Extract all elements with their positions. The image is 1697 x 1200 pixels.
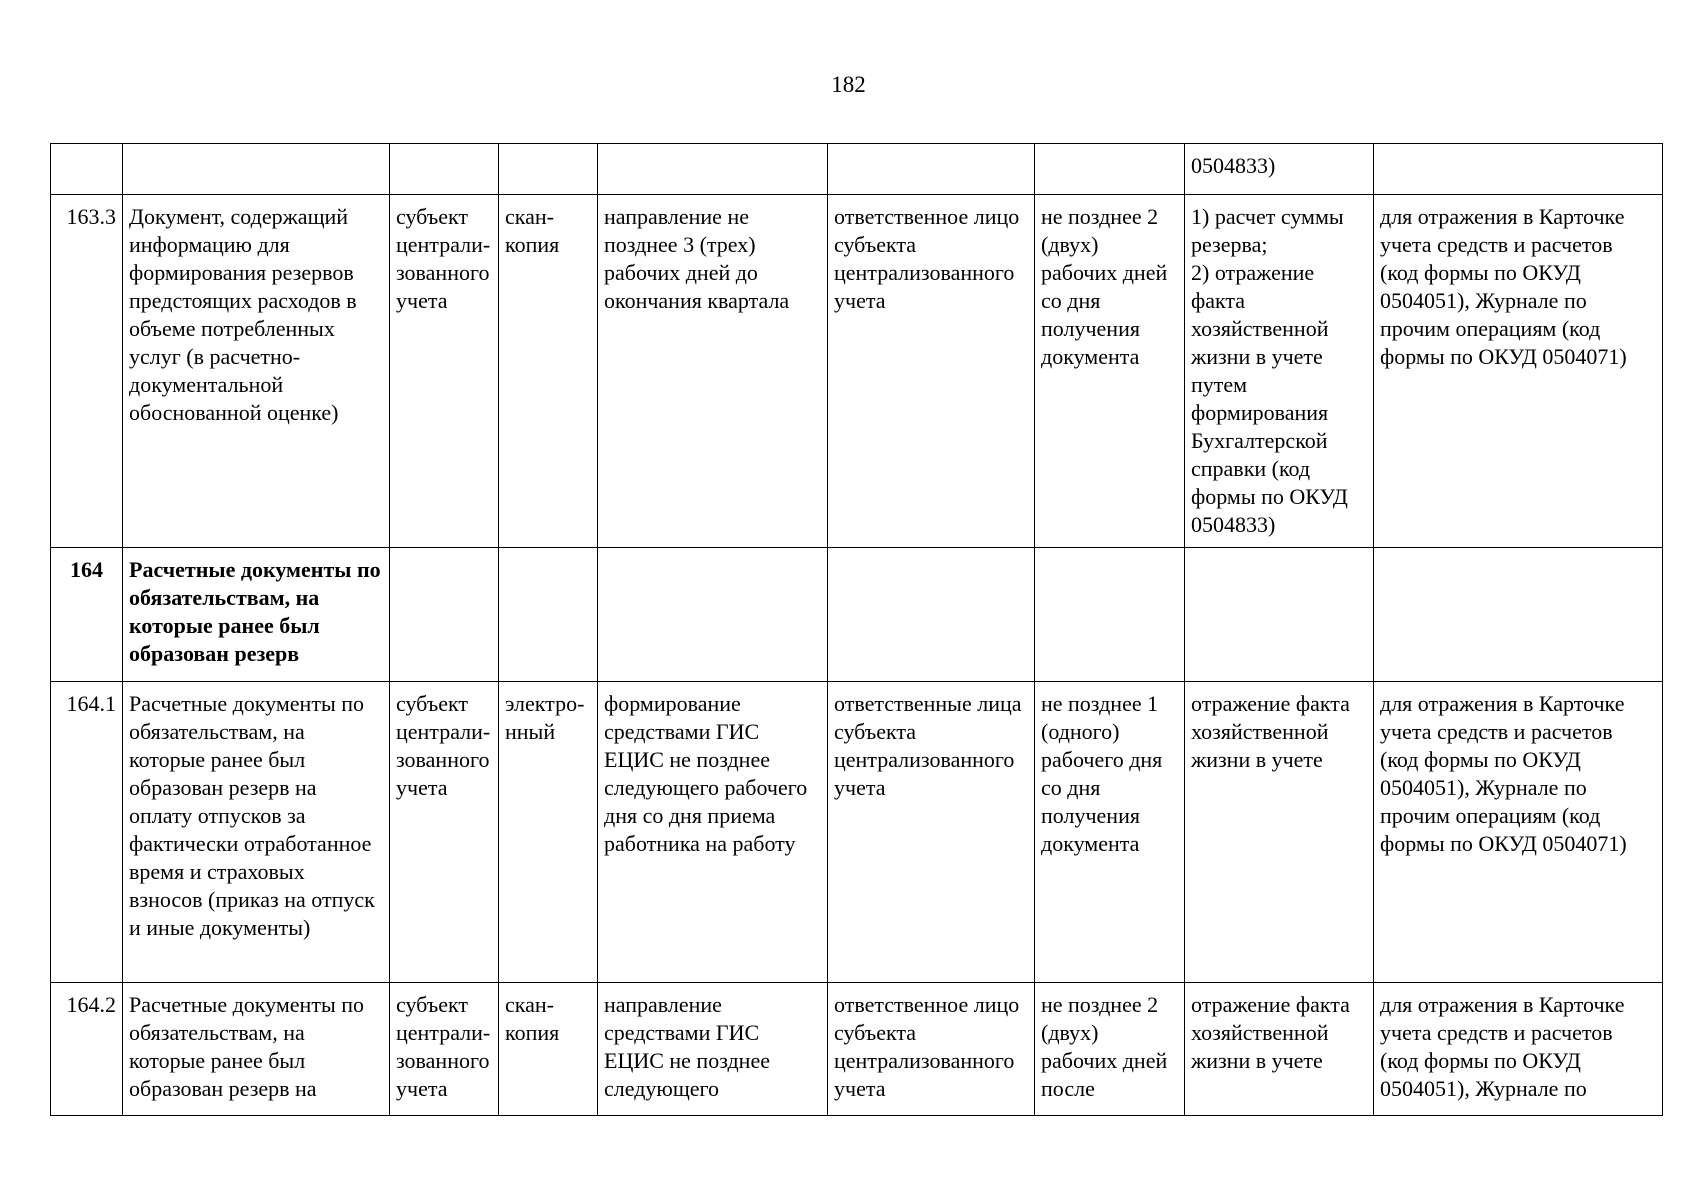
cell-format bbox=[499, 548, 598, 682]
cell-format: скан-копия bbox=[499, 983, 598, 1116]
table-row-164-1 bbox=[51, 682, 1663, 983]
cell-submission-term: направление средствами ГИС ЕЦИС не позднее следующего bbox=[598, 983, 828, 1116]
cell-action: 0504833) bbox=[1185, 144, 1374, 195]
cell-number: 164.1 bbox=[51, 682, 123, 983]
table-row-continuation bbox=[51, 144, 1663, 195]
page-number: 182 bbox=[831, 72, 866, 97]
cell-responsible bbox=[828, 144, 1035, 195]
cell-submission-term: направление не позднее 3 (трех) рабочих дней до окончания квартала bbox=[598, 195, 828, 548]
cell-creator bbox=[390, 144, 499, 195]
cell-format: электронный bbox=[499, 682, 598, 983]
cell-purpose bbox=[1374, 548, 1663, 682]
table-row-164-section bbox=[51, 548, 1663, 682]
cell-submission-term: формирование средствами ГИС ЕЦИС не позднее следующего рабочего дня со дня приема работника на работу bbox=[598, 682, 828, 983]
cell-number: 164 bbox=[51, 548, 123, 682]
cell-submission-term bbox=[598, 144, 828, 195]
cell-number: 164.2 bbox=[51, 983, 123, 1116]
cell-purpose: для отражения в Карточке учета средств и расчетов (код формы по ОКУД 0504051), Журнале по прочим операциям (код формы по ОКУД 0504071) bbox=[1374, 682, 1663, 983]
cell-document-name bbox=[123, 144, 390, 195]
table-row-163-3 bbox=[51, 195, 1663, 548]
cell-purpose: для отражения в Карточке учета средств и расчетов (код формы по ОКУД 0504051), Журнале по bbox=[1374, 983, 1663, 1116]
cell-responsible: ответственное лицо субъекта централизованного учета bbox=[828, 195, 1035, 548]
cell-format bbox=[499, 144, 598, 195]
cell-responsible: ответственные лица субъекта централизованного учета bbox=[828, 682, 1035, 983]
cell-purpose: для отражения в Карточке учета средств и расчетов (код формы по ОКУД 0504051), Журнале по прочим операциям (код формы по ОКУД 0504071) bbox=[1374, 195, 1663, 548]
cell-number: 163.3 bbox=[51, 195, 123, 548]
cell-purpose bbox=[1374, 144, 1663, 195]
cell-document-name: Расчетные документы по обязательствам, на которые ранее был образован резерв на bbox=[123, 983, 390, 1116]
cell-action bbox=[1185, 548, 1374, 682]
cell-processing-term bbox=[1035, 144, 1185, 195]
document-table bbox=[50, 143, 1663, 1116]
cell-document-name: Расчетные документы по обязательствам, на которые ранее был образован резерв на оплату отпусков за фактически отработанное время и страховых взносов (приказ на отпуск и иные документы) bbox=[123, 682, 390, 983]
cell-processing-term: не позднее 2 (двух) рабочих дней со дня получения документа bbox=[1035, 195, 1185, 548]
cell-submission-term bbox=[598, 548, 828, 682]
cell-responsible: ответственное лицо субъекта централизованного учета bbox=[828, 983, 1035, 1116]
cell-processing-term bbox=[1035, 548, 1185, 682]
cell-number bbox=[51, 144, 123, 195]
cell-action: 1) расчет суммы резерва; 2) отражение факта хозяйственной жизни в учете путем формирования Бухгалтерской справки (код формы по ОКУД 0504833) bbox=[1185, 195, 1374, 548]
cell-document-name: Документ, содержащий информацию для формирования резервов предстоящих расходов в объеме потребленных услуг (в расчетно-документальной обоснованной оценке) bbox=[123, 195, 390, 548]
cell-document-name: Расчетные документы по обязательствам, на которые ранее был образован резерв bbox=[123, 548, 390, 682]
cell-format: скан-копия bbox=[499, 195, 598, 548]
cell-creator: субъект централизованного учета bbox=[390, 682, 499, 983]
cell-creator: субъект централизованного учета bbox=[390, 983, 499, 1116]
cell-processing-term: не позднее 2 (двух) рабочих дней после bbox=[1035, 983, 1185, 1116]
cell-action: отражение факта хозяйственной жизни в учете bbox=[1185, 682, 1374, 983]
cell-responsible bbox=[828, 548, 1035, 682]
cell-creator: субъект централизованного учета bbox=[390, 195, 499, 548]
cell-creator bbox=[390, 548, 499, 682]
cell-action: отражение факта хозяйственной жизни в учете bbox=[1185, 983, 1374, 1116]
cell-processing-term: не позднее 1 (одного) рабочего дня со дня получения документа bbox=[1035, 682, 1185, 983]
table-row-164-2 bbox=[51, 983, 1663, 1116]
